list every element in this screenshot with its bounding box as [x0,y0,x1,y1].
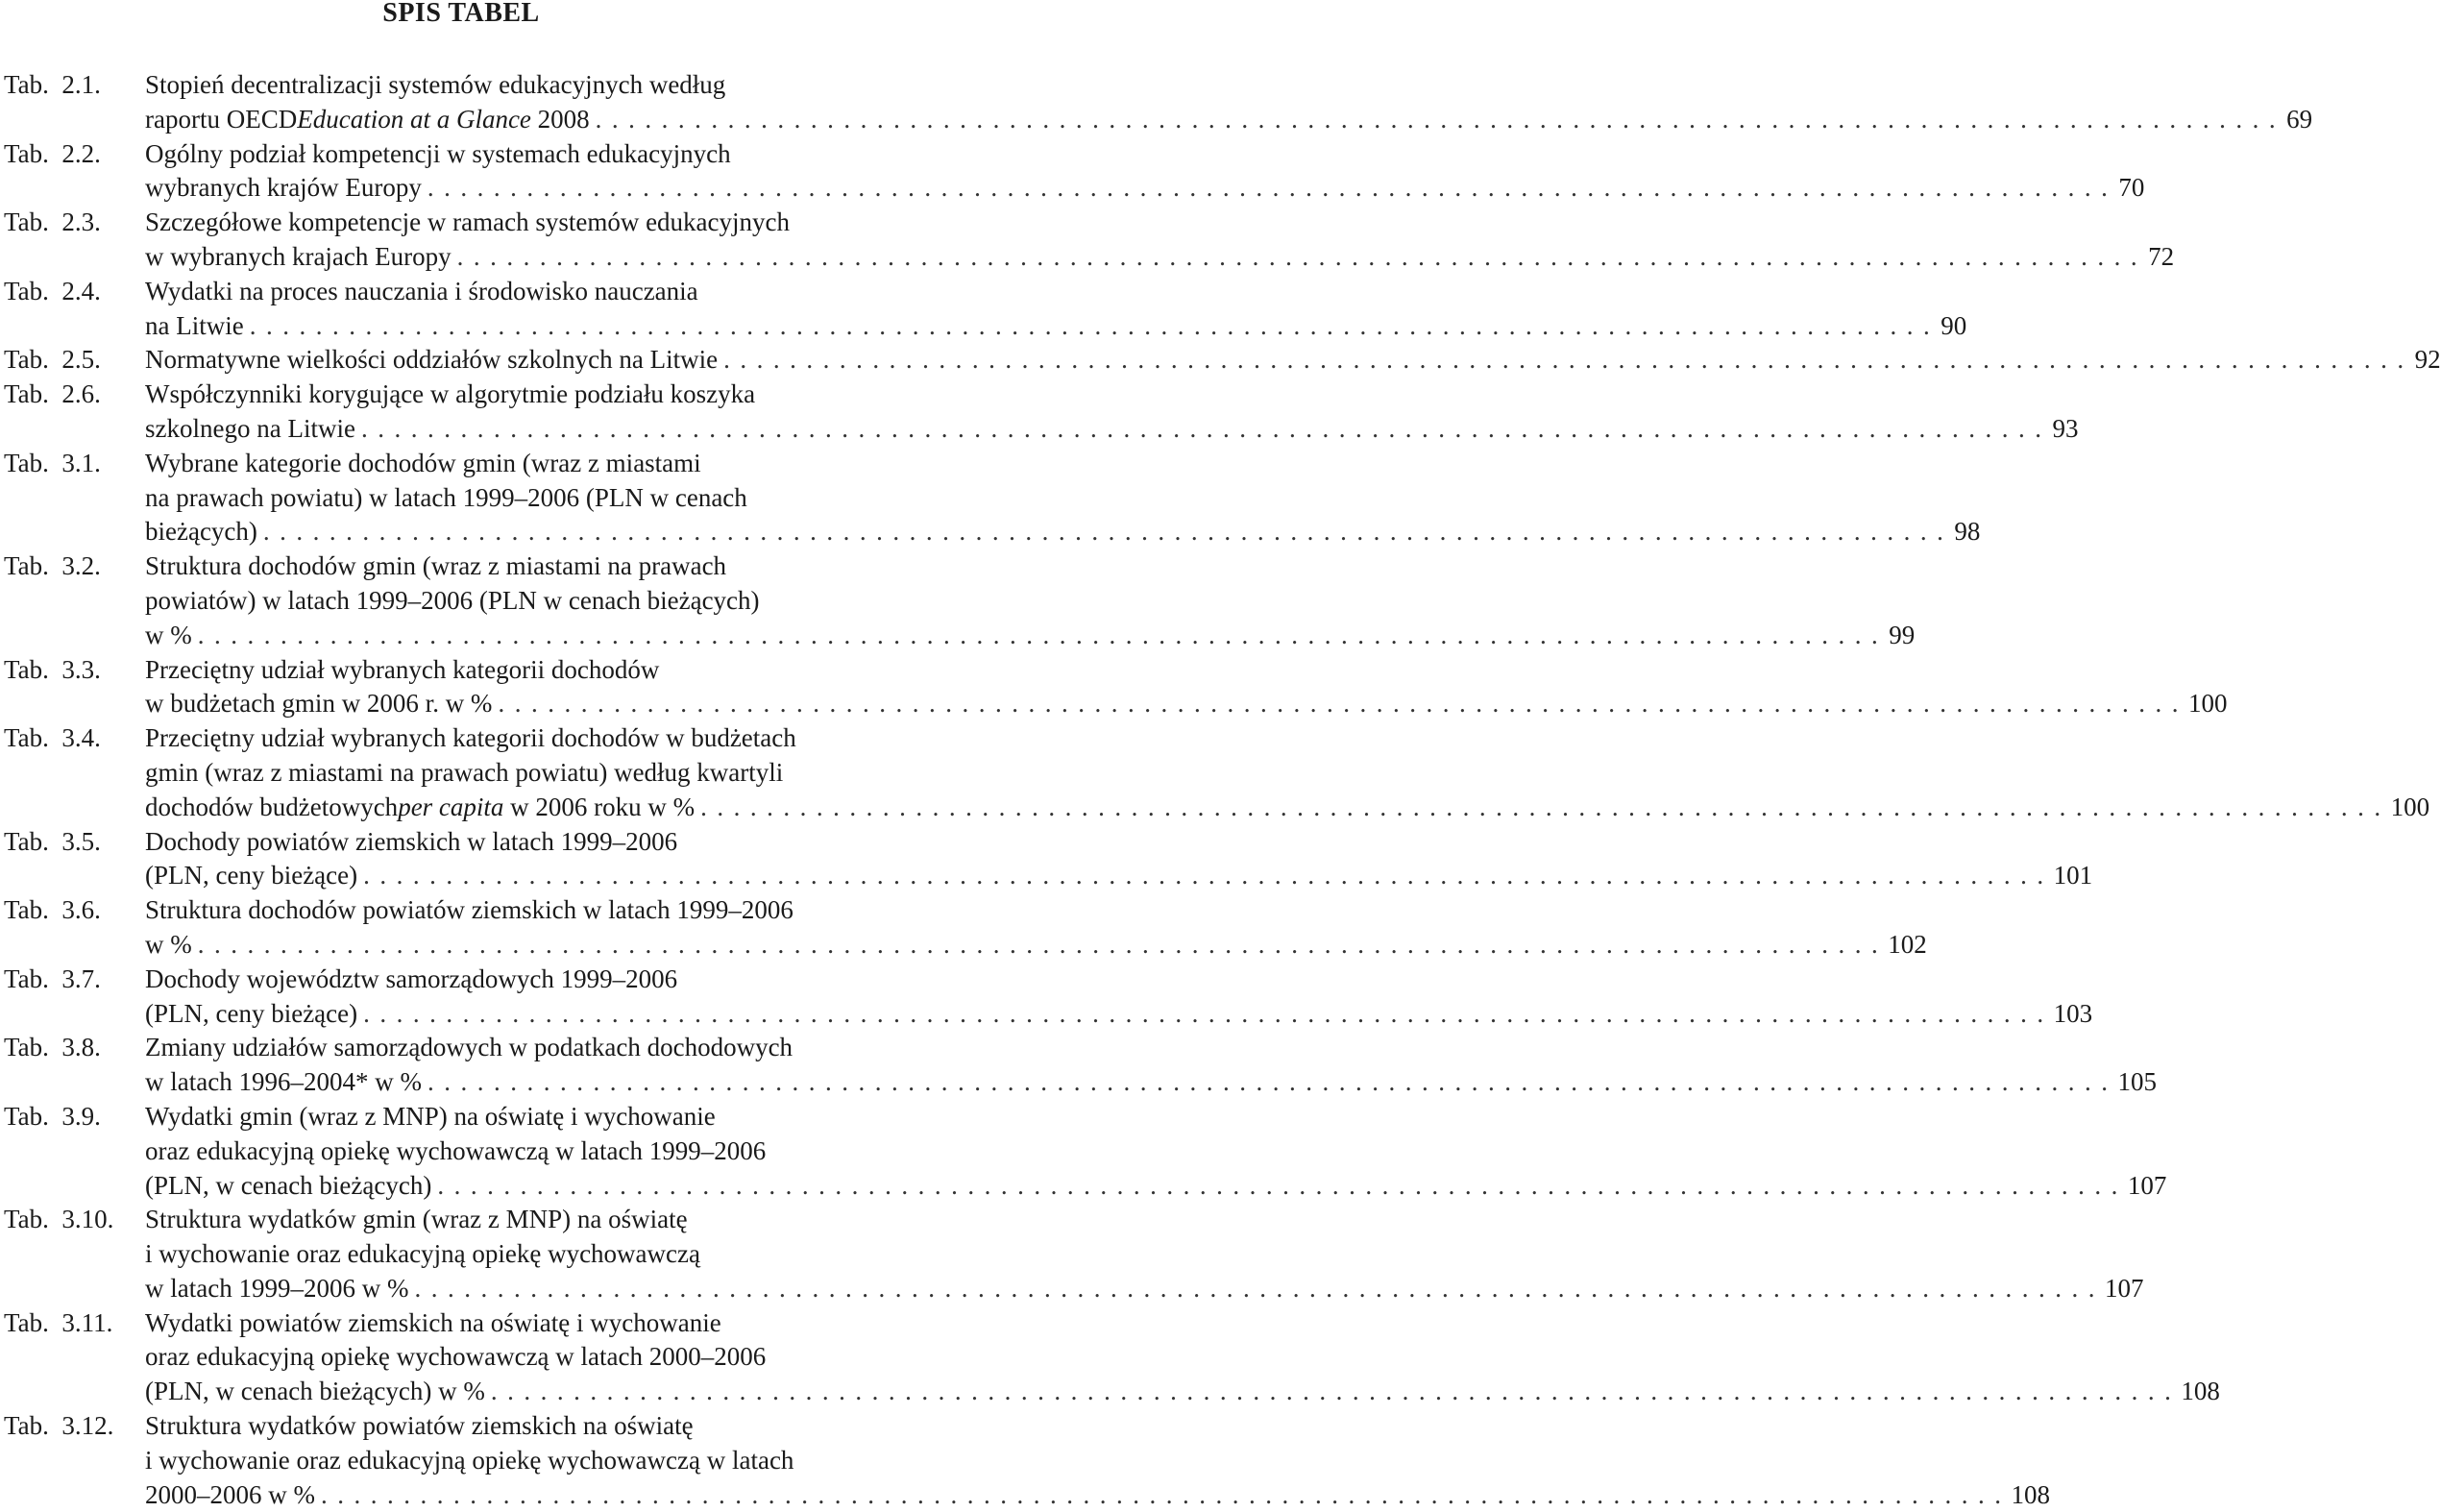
caption-text: (PLN, w cenach bieżących) w % [145,1377,485,1406]
table-number: Tab. 3.10. [4,1205,114,1234]
dot-leader: ...................................................................................................... [427,1067,2118,1097]
caption-text: Wydatki gmin (wraz z MNP) na oświatę i wychowanie [145,1101,716,1131]
table-caption [145,275,1967,344]
caption-text: oraz edukacyjną opiekę wychowawczą w latach 1999–2006 [145,1135,767,1165]
table-caption [145,1409,2050,1512]
table-caption [145,447,1981,549]
caption-line [145,378,915,412]
dot-leader: ...................................................................................................... [197,929,1889,959]
page-number: 108 [2181,1377,2220,1406]
caption-text: bieżących) [145,517,257,547]
page-number: 108 [2011,1479,2050,1509]
caption-line [145,893,915,928]
caption-text: (PLN, ceny bieżące) [145,998,358,1028]
table-caption [145,1306,2220,1409]
dot-leader: ...................................................................................................... [363,861,2054,890]
page-number: 102 [1888,929,1927,959]
caption-text: w % [145,620,192,649]
caption-text: raportu OECD [145,104,298,134]
page-number: 93 [2052,413,2079,443]
dot-leader: ...................................................................................................... [700,792,2391,821]
caption-text: Struktura dochodów gmin (wraz z miastami na prawach [145,551,727,581]
caption-line [145,1306,915,1341]
toc-entry [0,343,2441,378]
caption-text: w latach 1996–2004* w % [145,1067,422,1097]
page-number: 90 [1941,310,1967,340]
caption-text: (PLN, ceny bieżące) [145,861,358,890]
caption-text: na Litwie [145,310,244,340]
caption-italic-text: Education at a Glance [297,104,531,134]
table-caption [145,206,2175,275]
caption-text: Stopień decentralizacji systemów edukacyjnych według [145,70,726,99]
dot-leader: ...................................................................................................... [723,345,2414,375]
toc-entry [0,378,2079,447]
table-caption [145,549,1916,652]
toc-entry [0,1409,2050,1512]
caption-line [145,137,915,172]
caption-line [145,619,1916,653]
toc-entry [0,68,2313,137]
caption-line [145,1169,2167,1204]
table-caption [145,343,2441,378]
toc-entry [0,1203,2144,1305]
caption-line [145,791,2430,825]
toc-entry [0,549,1916,652]
caption-line [145,859,2093,893]
table-caption [145,893,1927,963]
dot-leader: ...................................................................................................... [321,1479,2012,1509]
page-title: SPIS TABEL [382,0,540,28]
table-caption [145,1203,2144,1305]
caption-text: w budżetach gmin w 2006 r. w % [145,689,493,719]
caption-line [145,1203,915,1237]
toc-entry [0,963,2093,1032]
caption-line [145,721,915,756]
caption-text: 2008 [530,104,590,134]
caption-text: Wydatki powiatów ziemskich na oświatę i wychowanie [145,1307,721,1337]
caption-text: powiatów) w latach 1999–2006 (PLN w cenach bieżących) [145,585,760,615]
caption-text: w % [145,929,192,959]
caption-line [145,309,1967,344]
table-number: Tab. 3.2. [4,551,101,581]
table-list [0,68,2441,1512]
toc-entry [0,1031,2157,1100]
page-number: 101 [2053,861,2093,890]
caption-line [145,825,915,860]
caption-line [145,1237,915,1272]
caption-line [145,206,915,240]
caption-line [145,171,2145,206]
caption-line [145,481,915,516]
caption-line [145,343,2441,378]
table-number: Tab. 3.3. [4,654,101,684]
dot-leader: ...................................................................................................... [249,310,1941,340]
table-number: Tab. 2.6. [4,379,101,409]
table-caption [145,68,2313,137]
dot-leader: ...................................................................................................... [414,1273,2105,1303]
caption-text: w wybranych krajach Europy [145,241,452,271]
caption-line [145,1409,915,1444]
toc-entry [0,137,2145,207]
caption-text: 2000–2006 w % [145,1479,315,1509]
caption-text: Normatywne wielkości oddziałów szkolnych na Litwie [145,345,719,375]
table-number: Tab. 3.12. [4,1411,114,1441]
page-number: 99 [1889,620,1916,649]
caption-line [145,687,2228,721]
caption-line [145,653,915,688]
table-number: Tab. 3.1. [4,448,101,477]
dot-leader: ...................................................................................................... [262,517,1954,547]
caption-text: wybranych krajów Europy [145,173,422,203]
caption-line [145,1478,2050,1512]
caption-text: Wybrane kategorie dochodów gmin (wraz z miastami [145,448,701,477]
caption-line [145,997,2093,1032]
dot-leader: ...................................................................................................... [595,104,2286,134]
caption-line [145,1065,2157,1100]
dot-leader: ...................................................................................................... [498,689,2188,719]
dot-leader: ...................................................................................................... [490,1377,2182,1406]
caption-line [145,756,915,791]
caption-line [145,275,915,309]
caption-text: i wychowanie oraz edukacyjną opiekę wychowawczą [145,1239,700,1269]
page-number: 98 [1954,517,1981,547]
table-number: Tab. 3.7. [4,963,101,993]
caption-text: dochodów budżetowych [145,792,399,821]
caption-text: gmin (wraz z miastami na prawach powiatu) według kwartyli [145,757,784,787]
caption-line [145,584,915,619]
caption-line [145,240,2175,275]
table-caption [145,137,2145,207]
caption-line [145,412,2079,447]
table-number: Tab. 2.3. [4,207,101,237]
dot-leader: ...................................................................................................... [437,1170,2128,1200]
caption-text: Ogólny podział kompetencji w systemach edukacyjnych [145,138,731,168]
toc-entry [0,721,2430,824]
caption-text: Dochody województw samorządowych 1999–2006 [145,963,678,993]
dot-leader: ...................................................................................................... [456,241,2148,271]
page-number: 107 [2127,1170,2167,1200]
table-number: Tab. 3.4. [4,723,101,753]
toc-entry [0,206,2175,275]
caption-line [145,1444,915,1478]
table-number: Tab. 2.1. [4,70,101,99]
table-number: Tab. 3.8. [4,1033,101,1062]
toc-entry [0,893,1927,963]
caption-line [145,1272,2144,1306]
caption-line [145,963,915,997]
table-number: Tab. 2.4. [4,276,101,305]
caption-text: Struktura dochodów powiatów ziemskich w latach 1999–2006 [145,895,793,925]
table-number: Tab. 2.2. [4,138,101,168]
toc-entry [0,653,2228,722]
page-number: 100 [2187,689,2228,719]
caption-line [145,549,915,584]
dot-leader: ...................................................................................................... [363,998,2054,1028]
table-number: Tab. 3.5. [4,826,101,856]
page-number: 107 [2104,1273,2144,1303]
caption-text: Struktura wydatków gmin (wraz z MNP) na oświatę [145,1205,688,1234]
dot-leader: ...................................................................................................... [360,413,2052,443]
caption-text: i wychowanie oraz edukacyjną opiekę wychowawczą w latach [145,1445,794,1475]
toc-entry [0,825,2093,894]
toc-entry [0,447,1981,549]
page-number: 70 [2118,173,2145,203]
table-number: Tab. 3.9. [4,1101,101,1131]
caption-line [145,1031,915,1065]
caption-line [145,515,1981,549]
caption-line [145,1375,2220,1409]
caption-line [145,1340,915,1375]
table-caption [145,721,2430,824]
toc-entry [0,275,1967,344]
caption-text: Dochody powiatów ziemskich w latach 1999–2006 [145,826,678,856]
caption-text: Wydatki na proces nauczania i środowisko nauczania [145,276,698,305]
table-caption [145,963,2093,1032]
page-number: 72 [2148,241,2175,271]
dot-leader: ...................................................................................................... [197,620,1889,649]
table-number: Tab. 2.5. [4,345,101,375]
toc-entry [0,1100,2167,1203]
caption-text: Przeciętny udział wybranych kategorii dochodów [145,654,660,684]
caption-line [145,447,915,481]
caption-text: oraz edukacyjną opiekę wychowawczą w latach 2000–2006 [145,1342,767,1372]
table-caption [145,1100,2167,1203]
caption-line [145,68,915,103]
table-number: Tab. 3.6. [4,895,101,925]
page-number: 69 [2286,104,2313,134]
caption-text: w 2006 roku w % [503,792,696,821]
page-number: 103 [2053,998,2093,1028]
dot-leader: ...................................................................................................... [427,173,2118,203]
caption-line [145,1134,915,1169]
caption-text: szkolnego na Litwie [145,413,355,443]
toc-entry [0,1306,2220,1409]
caption-text: w latach 1999–2006 w % [145,1273,409,1303]
table-caption [145,653,2228,722]
caption-text: Współczynniki korygujące w algorytmie podziału koszyka [145,379,756,409]
caption-line [145,1100,915,1134]
caption-text: Przeciętny udział wybranych kategorii dochodów w budżetach [145,723,796,753]
caption-text: Struktura wydatków powiatów ziemskich na oświatę [145,1411,694,1441]
caption-text: na prawach powiatu) w latach 1999–2006 (PLN w cenach [145,482,747,512]
table-caption [145,825,2093,894]
caption-text: Zmiany udziałów samorządowych w podatkach dochodowych [145,1033,793,1062]
caption-text: (PLN, w cenach bieżących) [145,1170,432,1200]
page-number: 100 [2390,792,2430,821]
caption-italic-text: per capita [398,792,504,821]
caption-line [145,928,1927,963]
caption-line [145,103,2313,137]
table-caption [145,378,2079,447]
page-number: 92 [2414,345,2441,375]
table-number: Tab. 3.11. [4,1307,113,1337]
page-number: 105 [2117,1067,2157,1097]
caption-text: Szczegółowe kompetencje w ramach systemów edukacyjnych [145,207,791,237]
table-caption [145,1031,2157,1100]
